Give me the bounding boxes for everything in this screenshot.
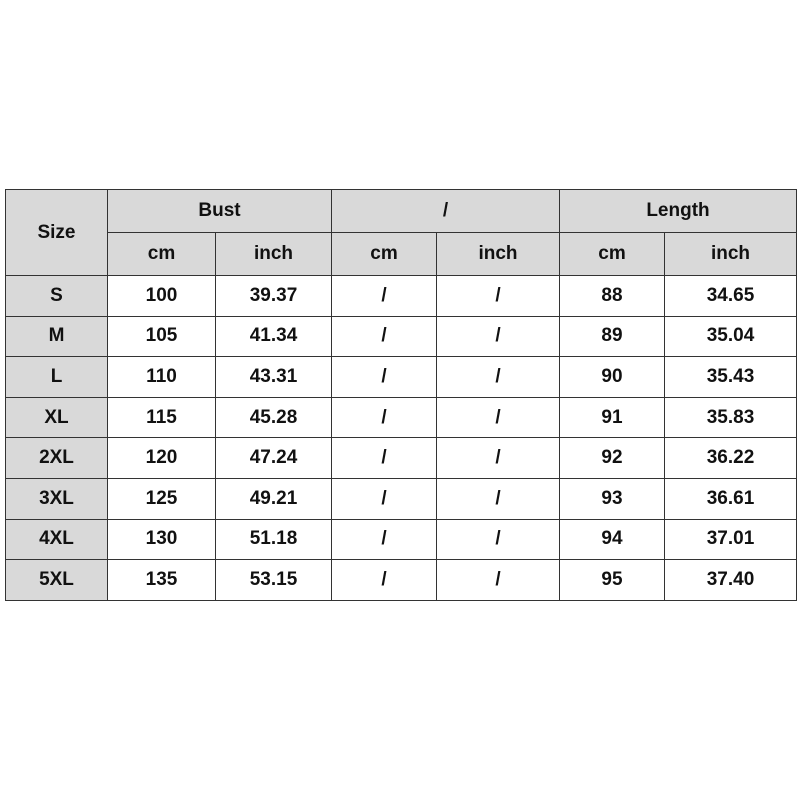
group-header-length: Length [560, 190, 797, 233]
measurement-cell: / [437, 519, 560, 560]
measurement-cell: 43.31 [216, 357, 332, 398]
measurement-cell: / [437, 276, 560, 317]
measurement-cell: / [437, 478, 560, 519]
measurement-cell: / [437, 560, 560, 601]
measurement-cell: / [437, 316, 560, 357]
measurement-cell: 92 [560, 438, 665, 479]
table-row [6, 519, 797, 560]
measurement-cell: 95 [560, 560, 665, 601]
size-label-cell: 3XL [6, 478, 108, 519]
measurement-cell: 105 [108, 316, 216, 357]
size-column-header: Size [6, 190, 108, 276]
measurement-cell: / [437, 397, 560, 438]
measurement-cell: 35.43 [665, 357, 797, 398]
measurement-cell: / [332, 276, 437, 317]
measurement-cell: 45.28 [216, 397, 332, 438]
unit-header: cm [560, 233, 665, 276]
size-label-cell: 5XL [6, 560, 108, 601]
size-label-cell: 4XL [6, 519, 108, 560]
group-header-unnamed: / [332, 190, 560, 233]
unit-header: inch [216, 233, 332, 276]
table-row [6, 560, 797, 601]
measurement-cell: 125 [108, 478, 216, 519]
measurement-cell: / [332, 316, 437, 357]
measurement-cell: 135 [108, 560, 216, 601]
table-row [6, 478, 797, 519]
unit-header: inch [437, 233, 560, 276]
measurement-cell: / [332, 397, 437, 438]
measurement-cell: 93 [560, 478, 665, 519]
group-header-bust: Bust [108, 190, 332, 233]
size-label-cell: M [6, 316, 108, 357]
unit-header: cm [332, 233, 437, 276]
measurement-cell: 36.22 [665, 438, 797, 479]
measurement-cell: / [437, 438, 560, 479]
measurement-cell: 35.04 [665, 316, 797, 357]
table-body [6, 276, 797, 601]
measurement-cell: 37.40 [665, 560, 797, 601]
measurement-cell: 47.24 [216, 438, 332, 479]
measurement-cell: 36.61 [665, 478, 797, 519]
table-row [6, 357, 797, 398]
measurement-cell: 34.65 [665, 276, 797, 317]
measurement-cell: 51.18 [216, 519, 332, 560]
measurement-cell: 88 [560, 276, 665, 317]
measurement-cell: 53.15 [216, 560, 332, 601]
measurement-cell: 37.01 [665, 519, 797, 560]
measurement-cell: 130 [108, 519, 216, 560]
table-row [6, 276, 797, 317]
table-row [6, 316, 797, 357]
measurement-cell: 89 [560, 316, 665, 357]
measurement-cell: 120 [108, 438, 216, 479]
measurement-cell: 91 [560, 397, 665, 438]
unit-header: cm [108, 233, 216, 276]
size-label-cell: XL [6, 397, 108, 438]
measurement-cell: 115 [108, 397, 216, 438]
measurement-cell: / [332, 357, 437, 398]
unit-header: inch [665, 233, 797, 276]
measurement-cell: / [332, 478, 437, 519]
header-row-units [6, 233, 797, 276]
measurement-cell: 100 [108, 276, 216, 317]
measurement-cell: / [332, 438, 437, 479]
measurement-cell: 41.34 [216, 316, 332, 357]
measurement-cell: 90 [560, 357, 665, 398]
measurement-cell: / [332, 560, 437, 601]
table-row [6, 438, 797, 479]
size-chart-table [5, 189, 797, 601]
size-label-cell: S [6, 276, 108, 317]
measurement-cell: 39.37 [216, 276, 332, 317]
measurement-cell: / [437, 357, 560, 398]
measurement-cell: 94 [560, 519, 665, 560]
measurement-cell: 49.21 [216, 478, 332, 519]
size-label-cell: L [6, 357, 108, 398]
header-row-groups [6, 190, 797, 233]
size-label-cell: 2XL [6, 438, 108, 479]
measurement-cell: 110 [108, 357, 216, 398]
measurement-cell: 35.83 [665, 397, 797, 438]
measurement-cell: / [332, 519, 437, 560]
table-row [6, 397, 797, 438]
